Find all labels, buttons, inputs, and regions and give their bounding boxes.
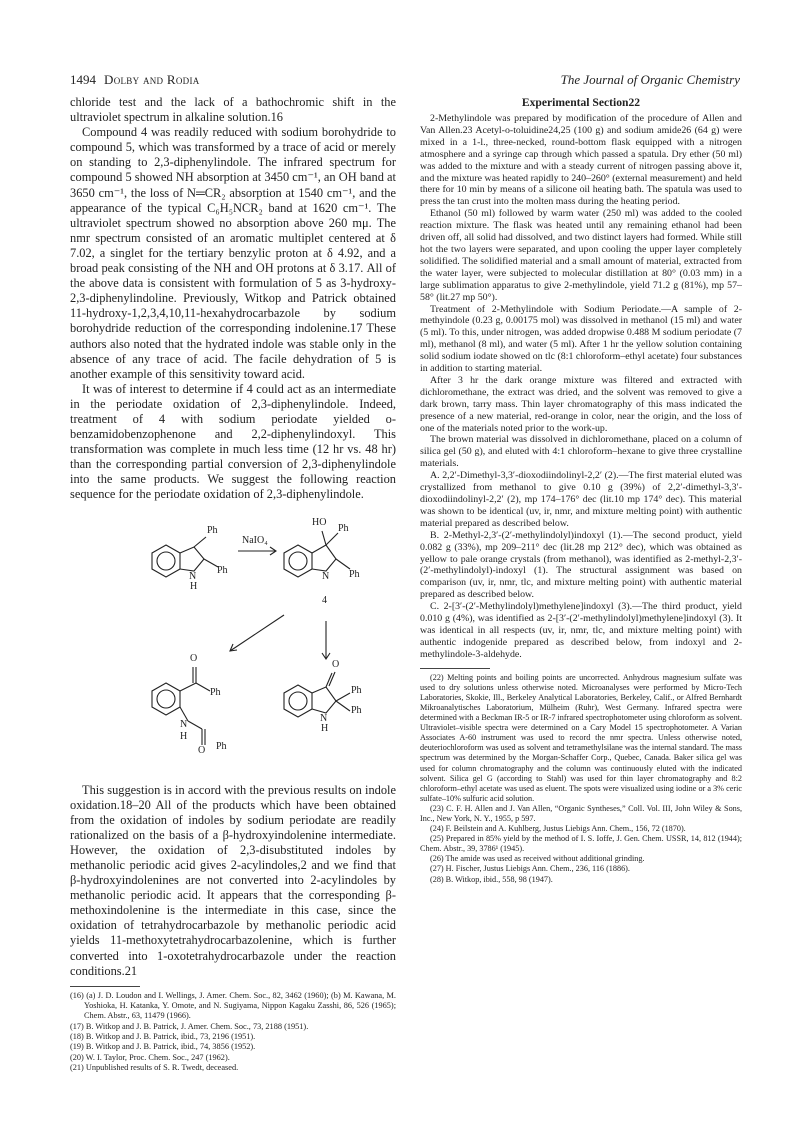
hydrogen-label: H	[190, 580, 198, 592]
paragraph: 2-Methylindole was prepared by modification of the procedure of Allen and Van Allen.23 Acetyl-o-toluidine24,25 (100 g) and sodium amide26 (64 g) were mixed in a 1-l., three-necked, round-bottom flask equipped with a nitrogen atmosphere and a syringe cap through which passed a spatula. Dry ether (50 ml) was added to the mixture and with a steady current of nitrogen passing above it, and the mixture was heated rapidly to 240–260° (external measurement) and held there for 10 min by means of a silicone oil heating bath. The spatula was used to press the tan crust into the molten mass during the heating period.	[420, 113, 742, 208]
reagent-label: NaIO₄	[242, 534, 268, 546]
hydroxy-label: HO	[312, 516, 327, 528]
oxygen-label: O	[198, 744, 206, 756]
footnote: (24) F. Beilstein and A. Kuhlberg, Justus Liebigs Ann. Chem., 156, 72 (1870).	[430, 824, 686, 834]
footnote: (19) B. Witkop and J. B. Patrick, ibid., 74, 3856 (1952).	[70, 1042, 256, 1052]
footnote-rule	[70, 986, 140, 987]
phenyl-label: Ph	[216, 740, 227, 752]
paragraph: The brown material was dissolved in dichloromethane, placed on a column of silica gel (50 g), and eluted with 4:1 chloroform–hexane to give three crystalline materials.	[420, 434, 742, 470]
running-header	[70, 72, 740, 90]
paragraph: C. 2-[3′-(2′-Methylindolyl)methylene]indoxyl (3).—The third product, yield 0.010 g (4%), was identified as 2-[3′-(2′-methylindolyl)methylene]indoxyl (3). It was identical in all respects (uv, ir, nmr, tlc, and mixture melting point) with authentic indogenide prepared as described below, from indoxyl and 2-methylindole-3-aldehyde.	[420, 601, 742, 660]
footnote: (22) Melting points and boiling points are uncorrected. Anhydrous magnesium sulfate was used to dry solutions unless otherwise noted. Microanalyses were performed by Micro-Tech Laboratories, Skokie, Ill., Berkeley Analytical Laboratories, Berkeley, Calif., or Alfred Bernhardt Mikroanalytisches Laboratorium, Mülheim (Ruhr), West Germany. Infrared spectra were determined with a Beckman IR-5 or IR-7 infrared spectrophotometer using chloroform as solvent. Ultraviolet–visible spectra were determined on a Cary Model 15 spectrophotometer. A Varian Associates A-60 instrument was used to record the nmr spectra. Unless otherwise noted, deuteriochloroform was used as solvent and tetramethylsilane was the internal standard. The mass spectrum was determined by the Morgan-Schaffer Corp., Quebec, Canada. Baker silica gel was used for column chromatography and the column was continuously eluted with the indicated solvent. Silica gel G (according to Stahl) was used for thin layer chromatography and 8:2 chloroform–ethyl acetate was used as eluent. The spots were visualized using iodine or a 3% ceric sulfate–10% sulfuric acid solution.	[420, 672, 742, 803]
phenyl-label: Ph	[207, 524, 218, 536]
footnote: (27) H. Fischer, Justus Liebigs Ann. Chem., 236, 116 (1886).	[430, 864, 630, 874]
paragraph: chloride test and the lack of a bathochromic shift in the ultraviolet spectrum in alkaline solution.16	[70, 95, 396, 125]
footnote: (26) The amide was used as received without additional grinding.	[430, 854, 645, 864]
footnote: (28) B. Witkop, ibid., 558, 98 (1947).	[430, 874, 553, 884]
nitrogen-label: N	[189, 570, 197, 582]
paragraph: It was of interest to determine if 4 could act as an intermediate in the periodate oxidation of 2,3-diphenylindole. Indeed, treatment of 4 with sodium periodate yielded o-benzamidobenzophenone and 2,2-diphenylindoxyl. This transformation was complete in much less time (12 hr vs. 48 hr) than the corresponding partial conversion of 2,3-diphenylindole into the same products. We suggest the following reaction sequence for the periodate oxidation of 2,3-diphenylindole.	[70, 381, 396, 502]
hydrogen-label: H	[180, 730, 188, 742]
right-column	[420, 95, 742, 885]
paragraph: This suggestion is in accord with the previous results on indole oxidation.18–20 All of the products which have been obtained from the oxidation of indoles by sodium periodate are readily rationalized on the basis of a β-hydroxyindolenine intermediate. However, the oxidation of 2,3-disubstituted indoles by methanolic periodic acid gives 2-acylindoles,2 and we find that β-hydroxyindolenines are not converted into 2-acylindoles by methanolic periodic acid. It appears that the corresponding β-methoxindolenine is the intermediate in this case, since the oxidation of tetrahydrocarbazole by methanolic periodic acid yields 11-methoxytetrahydrocarbazolenine, which is further converted into 1-oxotetrahydrocarbazole under the reaction conditions.21	[70, 782, 396, 978]
nitrogen-label: N	[320, 712, 328, 724]
paragraph: Compound 4 was readily reduced with sodium borohydride to compound 5, which was transformed by a trace of acid or merely on standing to 2,3-diphenylindole. The infrared spectrum for compound 5 showed NH absorption at 3450 cm⁻¹, an OH band at 3650 cm⁻¹, the loss of N═CR₂ absorption at 1540 cm⁻¹, and the appearance of the typical C₆H₅NCR₂ band at 1620 cm⁻¹. The ultraviolet spectrum showed no absorption above 260 mμ. The nmr spectrum consisted of an aromatic multiplet centered at δ 7.02, a singlet for the tertiary benzylic proton at δ 4.92, and a broad peak consisting of the NH and OH protons at δ 3.17. All of the above data is consistent with formulation of 5 as 3-hydroxy-2,3-diphenylindoline. Previously, Witkop and Patrick obtained 11-hydroxy-1,2,3,4,10,11-hexahydrocarbazole by sodium borohydride reduction of the corresponding indolenine.17 These authors also noted that the hydrated indole was stable only in the absence of any trace of acid. The facile dehydration of 5 is another example of this sensitivity toward acid.	[70, 125, 396, 381]
oxygen-label: O	[332, 658, 340, 670]
right-footnotes	[420, 673, 742, 885]
nitrogen-label: N	[180, 718, 188, 730]
running-authors: Dolby and Rodia	[104, 72, 200, 87]
phenyl-label: Ph	[210, 686, 221, 698]
footnote: (18) B. Witkop and J. B. Patrick, ibid., 73, 2196 (1951).	[70, 1031, 256, 1041]
reaction-scheme-drawing	[70, 509, 396, 779]
journal-title: The Journal of Organic Chemistry	[560, 72, 740, 87]
footnote: (21) Unpublished results of S. R. Twedt, deceased.	[70, 1062, 239, 1072]
footnote: (17) B. Witkop and J. B. Patrick, J. Amer. Chem. Soc., 73, 2188 (1951).	[70, 1021, 309, 1031]
footnote: (25) Prepared in 85% yield by the method of I. S. Ioffe, J. Gen. Chem. USSR, 14, 812 (1944); Chem. Abstr., 39, 3786¹ (1945).	[420, 834, 742, 854]
paragraph: After 3 hr the dark orange mixture was filtered and extracted with dichloromethane, the extract was dried, and the solvent was removed to give a dark brown, tarry mass. Thin layer chromatography of this mass indicated the presence of a new material, red-orange in color, near the origin, and the loss of one of the materials noted prior to the work-up.	[420, 374, 742, 434]
phenyl-label: Ph	[217, 564, 228, 576]
left-column	[70, 95, 396, 1073]
footnote: (23) C. F. H. Allen and J. Van Allen, “Organic Syntheses,” Coll. Vol. III, John Wiley & Sons, Inc., New York, N. Y., 1955, p 597.	[420, 803, 742, 823]
paragraph: A. 2,2′-Dimethyl-3,3′-dioxodiindolinyl-2,2′ (2).—The first material eluted was crystallized from methanol to give 0.10 g (39%) of 2,2′-dimethyl-3,3′-dioxodiindolinyl-2,2′ (2), mp 174–176° dec (lit.10 mp 174° dec). This material was shown to be identical (uv, ir, nmr, and mixture melting point) with authentic material prepared as described below.	[420, 470, 742, 529]
footnote-rule	[420, 668, 490, 669]
oxygen-label: O	[190, 652, 198, 664]
compound-number: 4	[322, 594, 327, 606]
hydrogen-label: H	[321, 722, 329, 734]
paragraph: B. 2-Methyl-2,3′-(2′-methylindolyl)indoxyl (1).—The second product, yield 0.082 g (33%), mp 209–211° dec (lit.28 mp 212° dec), which was obtained as yellow to pale orange crystals (from methanol), was identified as 2-methyl-2,3′-(2′-methylindolyl)-indoxyl (1). The structural assignment was based on comparison (uv, ir, nmr, tlc, and mixture melting point) with authentic material prepared as described below.	[420, 529, 742, 601]
experimental-section	[420, 113, 742, 661]
footnote: (16) (a) J. D. Loudon and I. Wellings, J. Amer. Chem. Soc., 82, 3462 (1960); (b) M. Kawana, M. Yoshioka, H. Katanka, Y. Omote, and N. Sugiyama, Nippon Kagaku Zasshi, 86, 526 (1965); Chem. Abstr., 63, 11479 (1966).	[70, 990, 396, 1021]
paragraph: Ethanol (50 ml) followed by warm water (250 ml) was added to the cooled reaction mixture. The flask was heated until any remaining ethanol had been driven off, all solid had dissolved, and two distinct layers had formed. While still hot the two layers were separated, and upon cooling the upper layer completely solidified. The solidified material and a small amount of material, extracted from the water layer, were subjected to molecular distillation at 80° (0.03 mm) in a large sublimation apparatus to give 2-methylindole, yield 71.2 g (81%), mp 57–58° (lit.27 mp 50°).	[420, 208, 742, 303]
paragraph: Treatment of 2-Methylindole with Sodium Periodate.—A sample of 2-methyindole (0.23 g, 0.00175 mol) was dissolved in methanol (15 ml) and water (5 ml). To this, under nitrogen, was added dropwise 0.488 M sodium periodate (7 ml), methanol (8 ml), and water (5 ml). After 1 hr the yellow solution containing solid sodium iodate showed on tlc (8:1 chloroform–ethyl acetate) four substances in addition to starting material.	[420, 303, 742, 375]
section-title: Experimental Section22	[521, 96, 641, 109]
left-footnotes	[70, 991, 396, 1073]
reaction-scheme	[70, 509, 396, 779]
phenyl-label: Ph	[351, 704, 362, 716]
nitrogen-label: N	[322, 570, 330, 582]
footnote: (20) W. I. Taylor, Proc. Chem. Soc., 247 (1962).	[70, 1052, 230, 1062]
phenyl-label: Ph	[349, 568, 360, 580]
phenyl-label: Ph	[351, 684, 362, 696]
page-number: 1494	[70, 72, 96, 87]
phenyl-label: Ph	[338, 522, 349, 534]
